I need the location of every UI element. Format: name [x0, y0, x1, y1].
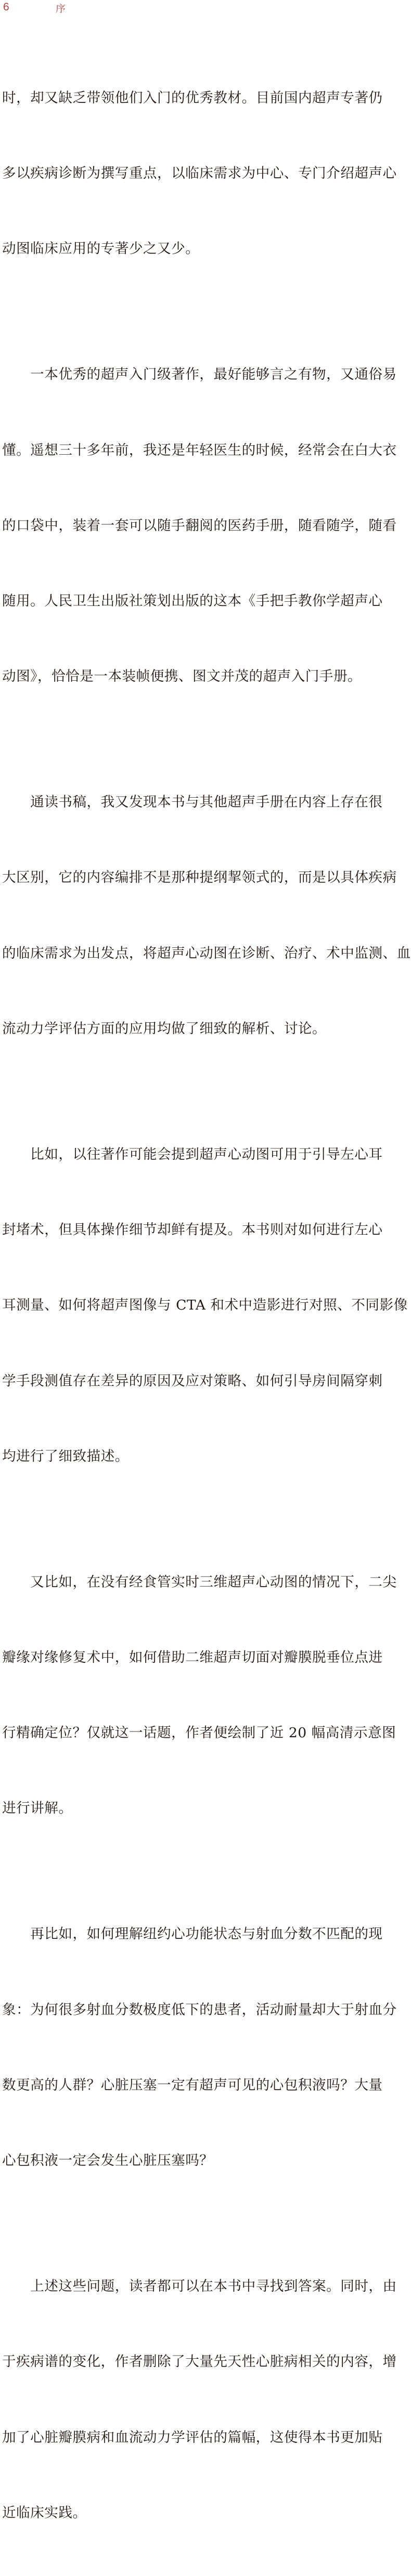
text-line: 学手段测值存在差异的原因及应对策略、如何引导房间隔穿刺 [2, 1372, 383, 1389]
paragraph [2, 1872, 397, 2224]
body-text [2, 35, 411, 2576]
text-line: 比如，以往著作可能会提到超声心动图可用于引导左心耳 [2, 1146, 383, 1162]
paragraph [2, 312, 397, 739]
text-line: 流动力学评估方面的应用均做了细致的解析、讨论。 [2, 1020, 327, 1037]
text-line: 多以疾病诊断为撰写重点，以临床需求为中心、专门介绍超声心 [2, 165, 397, 182]
text-line: 一本优秀的超声入门级著作，最好能够言之有物，又通俗易 [2, 366, 397, 383]
text-line: 动图》，恰恰是一本装帧便携、图文并茂的超声入门手册。 [2, 668, 362, 685]
text-line: 耳测量、如何将超声图像与 CTA 和术中造影进行对照、不同影像 [2, 1297, 408, 1314]
paragraph [2, 2224, 397, 2576]
paragraph [2, 739, 411, 1092]
text-line: 均进行了细致描述。 [2, 1448, 129, 1464]
text-line: 通读书稿，我又发现本书与其他超声手册在内容上存在很 [2, 794, 383, 811]
page-number: 6 [3, 1, 9, 13]
text-line: 的口袋中，装着一套可以随手翻阅的医药手册，随看随学，随看 [2, 517, 397, 534]
text-line: 懂。遥想三十多年前，我还是年轻医生的时候，经常会在白大衣 [2, 442, 397, 458]
text-line: 加了心脏瓣膜病和血流动力学评估的篇幅，这使得本书更加贴 [2, 2429, 383, 2446]
paragraph [2, 35, 397, 312]
section-title: 序 [56, 3, 66, 15]
text-line: 再比如，如何理解纽约心功能状态与射血分数不匹配的现 [2, 1926, 383, 1943]
text-line: 时，却又缺乏带领他们入门的优秀教材。目前国内超声专著仍 [2, 89, 383, 106]
text-line: 封堵术，但具体操作细节却鲜有提及。本书则对如何进行左心 [2, 1222, 383, 1238]
text-line: 近临床实践。 [2, 2504, 87, 2521]
text-line: 又比如，在没有经食管实时三维超声心动图的情况下，二尖 [2, 1574, 397, 1590]
text-line: 随用。人民卫生出版社策划出版的这本《手把手教你学超声心 [2, 592, 383, 609]
text-line: 瓣缘对缘修复术中，如何借助二维超声切面对瓣膜脱垂位点进 [2, 1649, 383, 1666]
text-line: 上述这些问题，读者都可以在本书中寻找到答案。同时，由 [2, 2278, 397, 2295]
text-line: 数更高的人群？心脏压塞一定有超声可见的心包积液吗？大量 [2, 2077, 383, 2093]
text-line: 心包积液一定会发生心脏压塞吗？ [2, 2152, 214, 2169]
text-line: 象：为何很多射血分数极度低下的患者，活动耐量却大于射血分 [2, 2001, 397, 2018]
text-line: 的临床需求为出发点，将超声心动图在诊断、治疗、术中监测、血 [2, 945, 411, 961]
text-line: 进行讲解。 [2, 1800, 73, 1817]
text-line: 大区别，它的内容编排不是那种提纲挈领式的，而是以具体疾病 [2, 869, 397, 886]
text-line: 动图临床应用的专著少之又少。 [2, 241, 200, 257]
text-line: 行精确定位？仅就这一话题，作者便绘制了近 20 幅高清示意图 [2, 1725, 396, 1741]
text-line: 于疾病谱的变化，作者删除了大量先天性心脏病相关的内容，增 [2, 2354, 397, 2370]
page-header [0, 1, 380, 16]
paragraph [2, 1520, 397, 1872]
paragraph [2, 1092, 408, 1520]
